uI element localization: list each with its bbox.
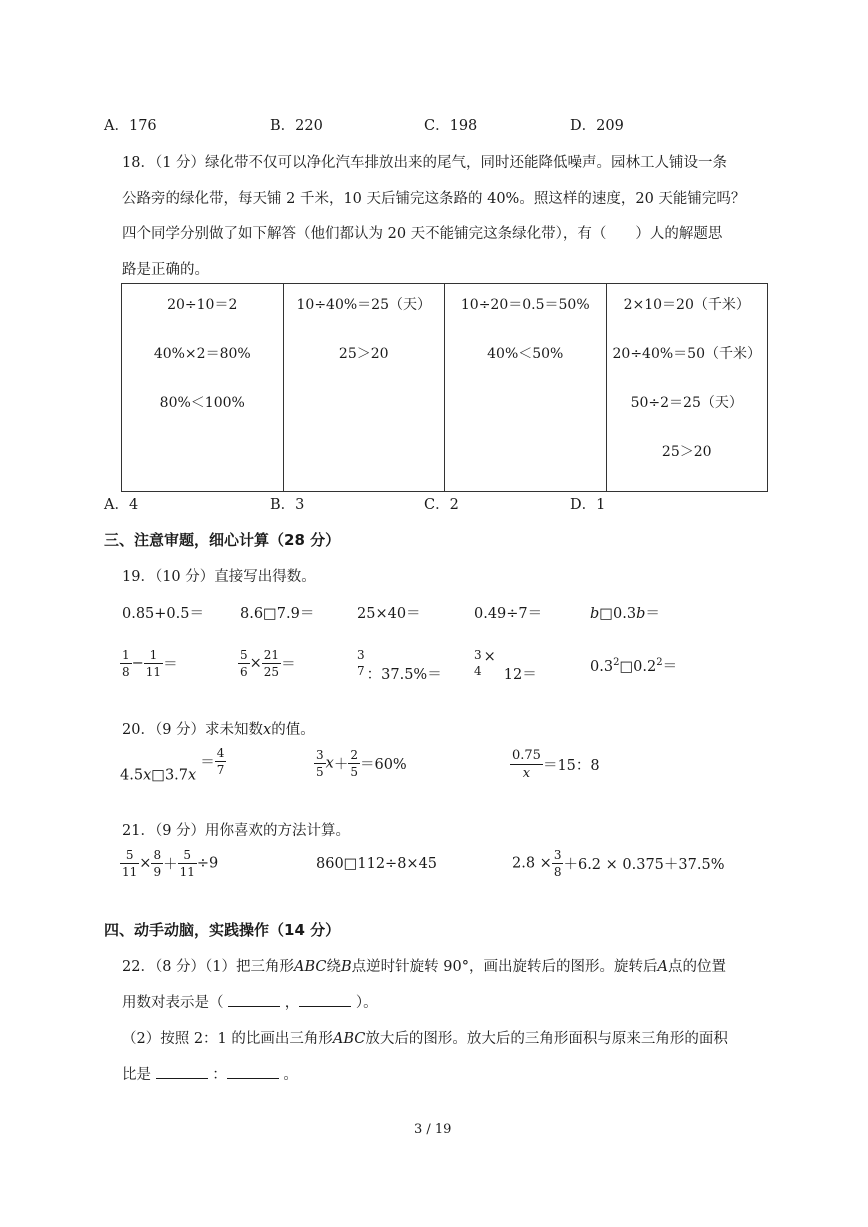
q17-option-c: C．198 xyxy=(424,118,478,134)
cell-line: 50÷2＝25（天） xyxy=(630,395,743,411)
q20-equation-1: 4.5x□3.7x＝ $\frac{4}{7}$ xyxy=(120,746,225,784)
q18-line-3: 四个同学分别做了如下解答（他们都认为 20 天不能铺完这条绿化带），有（ ）人的解题思 xyxy=(122,226,723,242)
q18-option-b: B．3 xyxy=(270,497,305,513)
q18-line-2: 公路旁的绿化带，每天铺 2 千米，10 天后铺完这条路的 40%。照这样的速度，20 天能铺完吗？ xyxy=(122,191,746,207)
q19-expr: 25×40＝ xyxy=(357,606,421,622)
cell-line: 80%＜100% xyxy=(159,395,245,411)
q21-expression-3: 2.8 × $\frac{3}{8}$ ＋6.2 × 0.375＋37.5% xyxy=(512,848,725,879)
q17-option-b: B．220 xyxy=(270,118,323,134)
q21-expression-2: 860□112÷8×45 xyxy=(316,856,438,872)
answer-blank[interactable] xyxy=(228,992,280,1007)
q20-equation-3: $\frac{0.75}{x}$ ＝15：8 xyxy=(512,748,600,781)
cell-line: 40%×2＝80% xyxy=(153,346,251,362)
q20-title: 20．（9 分）求未知数x的值。 xyxy=(122,722,315,738)
cell-line: 10÷40%＝25（天） xyxy=(296,297,431,313)
cell-line: 40%＜50% xyxy=(487,346,564,362)
q19-expr: $\frac{5}{6}$ × $\frac{21}{25}$ ＝ xyxy=(240,648,296,679)
q19-title: 19．（10 分）直接写出得数。 xyxy=(122,569,316,585)
q22-line-2: 用数对表示是（ ， ）。 xyxy=(122,991,378,1012)
q18-line-1: 18．（1 分）绿化带不仅可以净化汽车排放出来的尾气，同时还能降低噪声。园林工人铺设一条 xyxy=(122,155,728,171)
q22-line-4: 比是 ： 。 xyxy=(122,1063,298,1084)
q18-option-c: C．2 xyxy=(424,497,459,513)
cell-line: 25＞20 xyxy=(661,444,712,460)
q20-equation-2: $\frac{3}{5}$ x＋ $\frac{2}{5}$ ＝60% xyxy=(316,748,407,779)
q18-line-4: 路是正确的。 xyxy=(122,262,209,278)
q19-expr: 3 7 ：37.5%＝ xyxy=(357,648,442,683)
cell-line: 25＞20 xyxy=(338,346,389,362)
q19-expr: 0.49÷7＝ xyxy=(474,606,543,622)
answer-blank[interactable] xyxy=(299,992,351,1007)
q21-expression-1: $\frac{5}{11}$ × $\frac{8}{9}$ ＋ $\frac{5}{11}$ ÷9 xyxy=(122,848,219,879)
page-number: 3 / 19 xyxy=(414,1122,452,1137)
q22-line-3: （2）按照 2：1 的比画出三角形ABC放大后的图形。放大后的三角形面积与原来三角形的面积 xyxy=(122,1031,728,1047)
section-3-title: 三、注意审题，细心计算（28 分） xyxy=(104,531,341,549)
q22-line-1: 22．（8 分）（1）把三角形ABC绕B点逆时针旋转 90°，画出旋转后的图形。旋转后A点的位置 xyxy=(122,959,726,975)
q19-expr: $\frac{1}{8}$ − $\frac{1}{11}$ ＝ xyxy=(122,648,178,679)
cell-line: 2×10＝20（千米） xyxy=(623,297,750,313)
q19-expr: $0.3^2□0.2^2=$ xyxy=(590,657,678,675)
q19-expr: 8.6□7.9＝ xyxy=(240,606,315,622)
section-4-title: 四、动手动脑，实践操作（14 分） xyxy=(104,921,341,939)
q18-option-a: A．4 xyxy=(104,497,139,513)
solution-cell-1 xyxy=(122,284,284,492)
answer-blank[interactable] xyxy=(227,1064,279,1079)
q18-option-d: D．1 xyxy=(570,497,606,513)
solution-cell-2 xyxy=(283,284,445,492)
q17-option-a: A．176 xyxy=(104,118,157,134)
q17-option-d: D．209 xyxy=(570,118,624,134)
q19-expr: 3 4 ×12＝ xyxy=(474,648,537,683)
q18-solution-table xyxy=(121,283,768,492)
q19-expr: b□0.3b＝ xyxy=(590,606,660,622)
solution-cell-4 xyxy=(606,284,768,492)
q19-expr: 0.85+0.5＝ xyxy=(122,606,204,622)
q21-title: 21．（9 分）用你喜欢的方法计算。 xyxy=(122,823,351,839)
cell-line: 20÷10＝2 xyxy=(167,297,238,313)
cell-line: 20÷40%＝50（千米） xyxy=(612,346,761,362)
cell-line: 10÷20＝0.5＝50% xyxy=(460,297,590,313)
solution-cell-3 xyxy=(445,284,607,492)
answer-blank[interactable] xyxy=(156,1064,208,1079)
